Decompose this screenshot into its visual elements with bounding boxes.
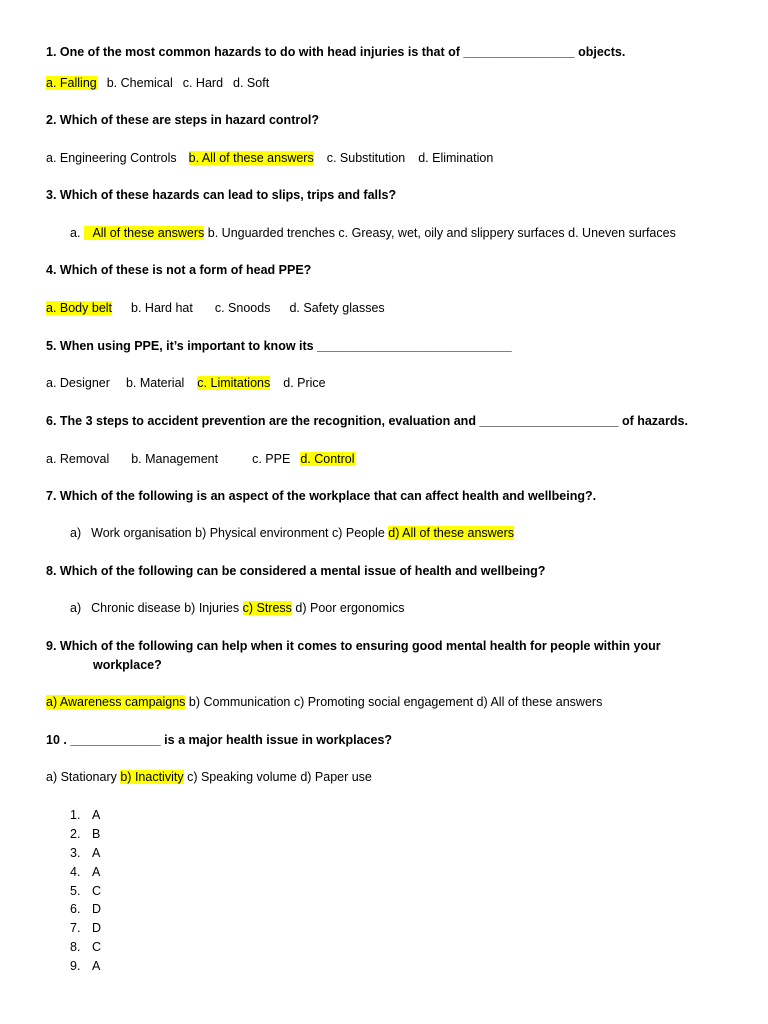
options-10	[46, 769, 372, 785]
option: b. Chemical	[106, 76, 173, 90]
options-7	[70, 525, 514, 541]
option: a. Removal	[46, 452, 110, 466]
question-9-continued: workplace?	[93, 658, 162, 672]
question-2: 2. Which of these are steps in hazard control?	[46, 113, 319, 127]
option-correct: b) Inactivity	[120, 770, 184, 784]
option: d. Price	[283, 376, 326, 390]
option-correct: a. Falling	[46, 76, 97, 90]
question-5: 5. When using PPE, it’s important to know its ____________________________	[46, 339, 512, 353]
option: d. Safety glasses	[289, 301, 385, 315]
question-1: 1. One of the most common hazards to do with head injuries is that of ________________ objects.	[46, 45, 626, 59]
answer-key-item: 2. B	[70, 827, 101, 841]
option: b. Unguarded trenches c. Greasy, wet, oily and slippery surfaces d. Uneven surfaces	[207, 226, 676, 240]
option: c. Substitution	[326, 151, 406, 165]
option-correct: d. Control	[300, 452, 355, 466]
question-4: 4. Which of these is not a form of head PPE?	[46, 263, 312, 277]
option: Work organisation b) Physical environment c) People	[91, 526, 385, 540]
answer-key-item: 6. D	[70, 902, 102, 916]
answer-key-item: 5. C	[70, 884, 102, 898]
option-correct: c. Limitations	[197, 376, 271, 390]
answer-key-item: 8. C	[70, 940, 102, 954]
option: b. Hard hat	[131, 301, 193, 315]
options-8	[70, 600, 404, 616]
option-correct: d) All of these answers	[388, 526, 515, 540]
option: b. Management	[131, 452, 219, 466]
question-8: 8. Which of the following can be considered a mental issue of health and wellbeing?	[46, 564, 546, 578]
option-correct: a. Body belt	[46, 301, 113, 315]
option-correct: c) Stress	[242, 601, 292, 615]
option: d. Soft	[233, 76, 270, 90]
options-6	[46, 451, 355, 467]
options-1	[46, 75, 269, 91]
options-4	[46, 300, 385, 316]
option: a. Engineering Controls	[46, 151, 177, 165]
option: c. Snoods	[214, 301, 271, 315]
option-marker: a)	[70, 601, 82, 615]
option: d. Elimination	[418, 151, 494, 165]
option: Chronic disease b) Injuries	[91, 601, 240, 615]
question-3: 3. Which of these hazards can lead to slips, trips and falls?	[46, 188, 397, 202]
answer-key-item: 7. D	[70, 921, 102, 935]
option: c. Hard	[182, 76, 224, 90]
options-2	[46, 150, 493, 166]
option: c. PPE	[252, 452, 291, 466]
answer-key-item: 3. A	[70, 846, 101, 860]
question-7: 7. Which of the following is an aspect of the workplace that can affect health and wellbeing?.	[46, 489, 597, 503]
option-correct: All of these answers	[84, 226, 204, 240]
answer-key-item: 9. A	[70, 959, 101, 973]
answer-key-item: 4. A	[70, 865, 101, 879]
option: b) Communication c) Promoting social engagement d) All of these answers	[188, 695, 603, 709]
answer-key-item: 1. A	[70, 808, 101, 822]
option: b. Material	[125, 376, 185, 390]
option-marker: a.	[70, 226, 81, 240]
option: a. Designer	[46, 376, 110, 390]
options-5	[46, 375, 326, 391]
options-9	[46, 694, 602, 710]
question-6: 6. The 3 steps to accident prevention are the recognition, evaluation and ____________________ of hazards.	[46, 414, 688, 428]
option-marker: a)	[70, 526, 82, 540]
option-correct: b. All of these answers	[188, 151, 314, 165]
option-correct: a) Awareness campaigns	[46, 695, 186, 709]
option: c) Speaking volume d) Paper use	[187, 770, 372, 784]
option: a) Stationary	[46, 770, 117, 784]
option: d) Poor ergonomics	[295, 601, 405, 615]
question-9: 9. Which of the following can help when it comes to ensuring good mental health for people within your	[46, 639, 661, 653]
options-3	[70, 225, 676, 241]
question-10: 10 . _____________ is a major health issue in workplaces?	[46, 733, 393, 747]
